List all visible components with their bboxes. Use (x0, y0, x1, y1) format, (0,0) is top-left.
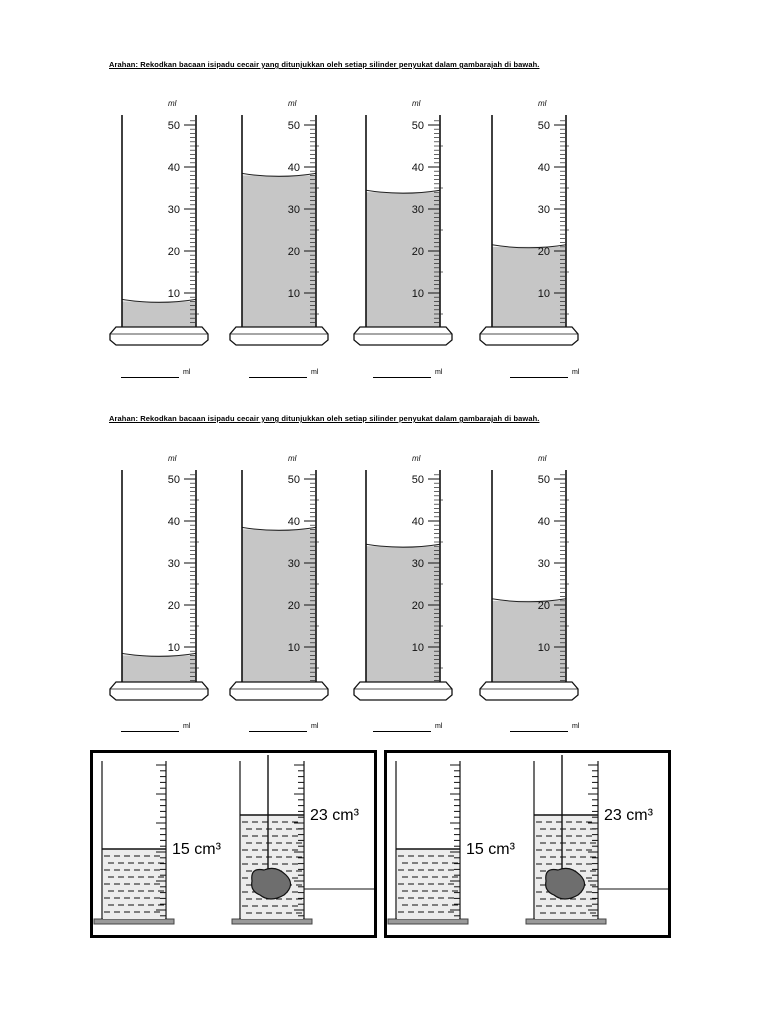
measuring-cylinder (230, 99, 328, 345)
scale-label: 40 (287, 162, 300, 174)
instruction-text-2: Arahan: Rekodkan bacaan isipadu cecair yang ditunjukkan oleh setiap silinder penyukat dalam gambarajah di bawah. (109, 414, 540, 423)
liquid (366, 546, 440, 682)
scale-label: 10 (411, 288, 424, 300)
cylinder-base (94, 919, 174, 924)
cylinder-unit-label: ml (412, 454, 421, 463)
scale-label: 50 (411, 120, 424, 132)
answer-blank[interactable] (249, 377, 307, 378)
answer-blank[interactable] (510, 731, 568, 732)
before-volume-label: 15 cm³ (172, 841, 221, 858)
cylinder-before (94, 761, 174, 924)
cylinder-base (480, 327, 578, 345)
scale-label: 10 (167, 288, 180, 300)
scale-label: 20 (411, 246, 424, 258)
cylinder-base (354, 682, 452, 700)
liquid (122, 301, 196, 327)
scale-label: 10 (287, 642, 300, 654)
scale-label: 40 (411, 516, 424, 528)
displacement-diagram (387, 753, 668, 935)
cylinder-base (480, 682, 578, 700)
scale-label: 10 (537, 288, 550, 300)
scale-label: 20 (167, 246, 180, 258)
cylinder-unit-label: ml (168, 99, 177, 108)
cylinder-unit-label: ml (538, 454, 547, 463)
cylinder-unit-label: ml (538, 99, 547, 108)
measuring-cylinder (110, 454, 208, 700)
cylinder-base (230, 327, 328, 345)
scale-label: 50 (537, 120, 550, 132)
cylinder-base (388, 919, 468, 924)
cylinder-unit-label: ml (412, 99, 421, 108)
liquid (492, 601, 566, 682)
scale-label: 30 (411, 558, 424, 570)
measuring-cylinder (230, 454, 328, 700)
measuring-cylinder (354, 454, 452, 700)
scale-label: 20 (287, 600, 300, 612)
scale-label: 30 (287, 204, 300, 216)
scale-label: 20 (537, 246, 550, 258)
cylinder-with-stone (526, 755, 668, 924)
liquid (366, 192, 440, 327)
scale-label: 30 (411, 204, 424, 216)
cylinder-base (354, 327, 452, 345)
scale-label: 50 (411, 474, 424, 486)
cylinder-unit-label: ml (288, 454, 297, 463)
displacement-panel-2 (384, 750, 671, 938)
scale-label: 50 (167, 474, 180, 486)
answer-blank[interactable] (510, 377, 568, 378)
scale-label: 20 (537, 600, 550, 612)
scale-label: 50 (167, 120, 180, 132)
displacement-diagram (93, 753, 374, 935)
after-volume-label: 23 cm³ (604, 807, 653, 824)
answer-blank[interactable] (373, 377, 431, 378)
scale-label: 30 (537, 558, 550, 570)
cylinder-with-stone (232, 755, 374, 924)
scale-label: 40 (537, 516, 550, 528)
answer-unit: ml (311, 369, 319, 376)
scale-label: 50 (537, 474, 550, 486)
before-volume-label: 15 cm³ (466, 841, 515, 858)
answer-unit: ml (572, 369, 580, 376)
after-volume-label: 23 cm³ (310, 807, 359, 824)
liquid (241, 815, 303, 919)
answer-unit: ml (183, 723, 191, 730)
scale-label: 20 (287, 246, 300, 258)
cylinder-base (230, 682, 328, 700)
scale-label: 20 (411, 600, 424, 612)
scale-label: 30 (167, 204, 180, 216)
scale-label: 10 (167, 642, 180, 654)
scale-label: 10 (411, 642, 424, 654)
liquid (122, 655, 196, 682)
liquid (492, 247, 566, 327)
answer-blank[interactable] (373, 731, 431, 732)
measuring-cylinder (354, 99, 452, 345)
answer-unit: ml (572, 723, 580, 730)
scale-label: 10 (537, 642, 550, 654)
scale-label: 40 (411, 162, 424, 174)
scale-label: 40 (167, 162, 180, 174)
scale-label: 30 (167, 558, 180, 570)
scale-label: 30 (537, 204, 550, 216)
scale-label: 30 (287, 558, 300, 570)
instruction-text-1: Arahan: Rekodkan bacaan isipadu cecair yang ditunjukkan oleh setiap silinder penyukat dalam gambarajah di bawah. (109, 60, 540, 69)
answer-unit: ml (311, 723, 319, 730)
measuring-cylinder (480, 454, 578, 700)
displacement-panel-1 (90, 750, 377, 938)
liquid (535, 815, 597, 919)
cylinder-unit-label: ml (168, 454, 177, 463)
cylinder-base (110, 327, 208, 345)
answer-unit: ml (435, 723, 443, 730)
cylinder-base (526, 919, 606, 924)
cylinder-base (110, 682, 208, 700)
answer-unit: ml (435, 369, 443, 376)
scale-label: 50 (287, 120, 300, 132)
answer-unit: ml (183, 369, 191, 376)
measuring-cylinder (110, 99, 208, 345)
liquid (242, 529, 316, 682)
cylinder-base (232, 919, 312, 924)
answer-blank[interactable] (249, 731, 307, 732)
cylinder-before (388, 761, 468, 924)
scale-label: 20 (167, 600, 180, 612)
answer-blank[interactable] (121, 377, 179, 378)
answer-blank[interactable] (121, 731, 179, 732)
scale-label: 40 (167, 516, 180, 528)
scale-label: 40 (287, 516, 300, 528)
scale-label: 10 (287, 288, 300, 300)
cylinder-unit-label: ml (288, 99, 297, 108)
scale-label: 50 (287, 474, 300, 486)
measuring-cylinder (480, 99, 578, 345)
scale-label: 40 (537, 162, 550, 174)
